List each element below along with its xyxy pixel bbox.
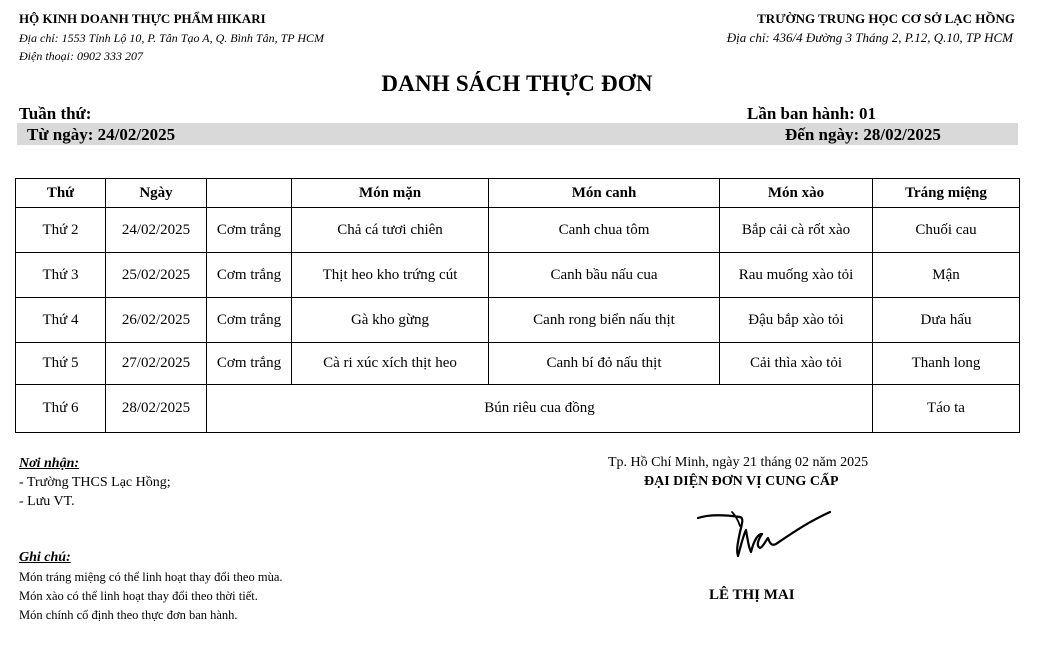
cell-day: Thứ 5: [16, 343, 106, 385]
recipients-title: Nơi nhận:: [19, 456, 80, 471]
cell-soup: Canh bí đỏ nấu thịt: [489, 343, 720, 385]
representative-title: ĐẠI DIỆN ĐƠN VỊ CUNG CẤP: [644, 474, 839, 489]
cell-staple: Cơm trắng: [207, 298, 292, 343]
supplier-address: Địa chỉ: 1553 Tỉnh Lộ 10, P. Tân Tạo A, Q. Bình Tân, TP HCM: [19, 31, 325, 45]
cell-stir-fry: Rau muống xào tỏi: [720, 253, 873, 298]
col-header-day: Thứ: [16, 179, 106, 208]
cell-staple: Cơm trắng: [207, 343, 292, 385]
table-row: [16, 208, 1020, 253]
signature-image: [696, 506, 836, 562]
col-header-soup: Món canh: [489, 179, 720, 208]
cell-main-dish: Chả cá tươi chiên: [292, 208, 489, 253]
recipient-item: - Lưu VT.: [19, 494, 75, 509]
table-row: [16, 298, 1020, 343]
school-name: TRƯỜNG TRUNG HỌC CƠ SỞ LẠC HỒNG: [757, 11, 1015, 26]
table-row: [16, 385, 1020, 433]
note-item: Món xào có thể linh hoạt thay đổi theo thời tiết.: [19, 589, 258, 603]
cell-day: Thứ 2: [16, 208, 106, 253]
cell-main-dish: Thịt heo kho trứng cút: [292, 253, 489, 298]
cell-day: Thứ 6: [16, 385, 106, 433]
supplier-name: HỘ KINH DOANH THỰC PHẨM HIKARI: [19, 11, 266, 26]
to-date: Đến ngày: 28/02/2025: [785, 125, 941, 144]
note-item: Món chính cố định theo thực đơn ban hành.: [19, 608, 238, 622]
col-header-dessert: Tráng miệng: [873, 179, 1020, 208]
cell-dessert: Chuối cau: [873, 208, 1020, 253]
cell-soup: Canh rong biển nấu thịt: [489, 298, 720, 343]
cell-date: 24/02/2025: [106, 208, 207, 253]
cell-soup: Canh bầu nấu cua: [489, 253, 720, 298]
cell-soup: Canh chua tôm: [489, 208, 720, 253]
col-header-date: Ngày: [106, 179, 207, 208]
cell-merged-dish: Bún riêu cua đồng: [207, 385, 873, 433]
col-header-stir-fry: Món xào: [720, 179, 873, 208]
table-row: [16, 253, 1020, 298]
supplier-phone: Điện thoại: 0902 333 207: [19, 49, 143, 63]
cell-stir-fry: Bắp cải cà rốt xào: [720, 208, 873, 253]
cell-staple: Cơm trắng: [207, 208, 292, 253]
cell-dessert: Thanh long: [873, 343, 1020, 385]
cell-date: 26/02/2025: [106, 298, 207, 343]
signer-name: LÊ THỊ MAI: [709, 587, 795, 603]
note-item: Món tráng miệng có thể linh hoạt thay đổi theo mùa.: [19, 570, 283, 584]
document-title: DANH SÁCH THỰC ĐƠN: [381, 71, 653, 96]
cell-date: 27/02/2025: [106, 343, 207, 385]
week-label: Tuần thứ:: [19, 104, 92, 123]
cell-day: Thứ 4: [16, 298, 106, 343]
cell-main-dish: Cà ri xúc xích thịt heo: [292, 343, 489, 385]
cell-staple: Cơm trắng: [207, 253, 292, 298]
notes-title: Ghi chú:: [19, 550, 71, 565]
cell-main-dish: Gà kho gừng: [292, 298, 489, 343]
school-address: Địa chỉ: 436/4 Đường 3 Tháng 2, P.12, Q.10, TP HCM: [726, 30, 1013, 45]
table-row: [16, 343, 1020, 385]
cell-date: 25/02/2025: [106, 253, 207, 298]
cell-date: 28/02/2025: [106, 385, 207, 433]
col-header-main-dish: Món mặn: [292, 179, 489, 208]
table-header-row: [16, 179, 1020, 208]
from-date: Từ ngày: 24/02/2025: [27, 125, 176, 144]
cell-stir-fry: Đậu bắp xào tỏi: [720, 298, 873, 343]
recipient-item: - Trường THCS Lạc Hồng;: [19, 475, 171, 490]
menu-table: [15, 178, 1020, 433]
col-header-staple: [207, 179, 292, 208]
place-date: Tp. Hồ Chí Minh, ngày 21 tháng 02 năm 2025: [608, 455, 869, 470]
cell-day: Thứ 3: [16, 253, 106, 298]
issue-number: Lần ban hành: 01: [747, 104, 876, 123]
cell-dessert: Táo ta: [873, 385, 1020, 433]
cell-dessert: Dưa hấu: [873, 298, 1020, 343]
cell-stir-fry: Cải thìa xào tỏi: [720, 343, 873, 385]
cell-dessert: Mận: [873, 253, 1020, 298]
